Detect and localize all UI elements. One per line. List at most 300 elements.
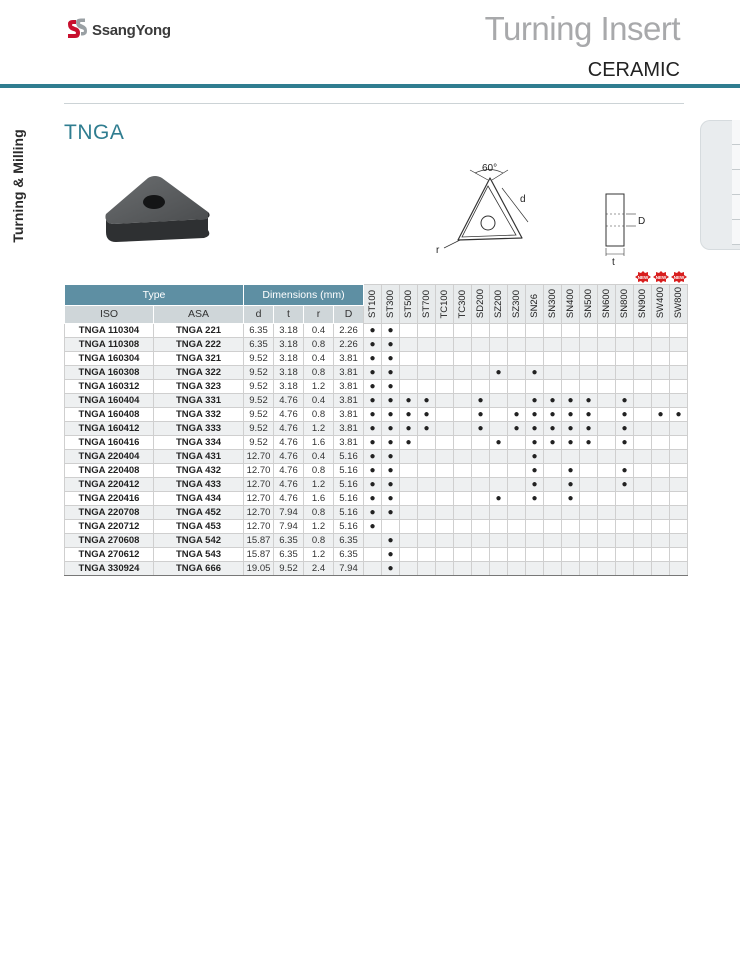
grade-cell <box>526 394 544 408</box>
grade-cell <box>472 562 490 576</box>
availability-dot-icon: ● <box>387 465 394 477</box>
availability-dot-icon: ● <box>675 409 682 421</box>
grade-cell <box>580 492 598 506</box>
grade-cell <box>598 394 616 408</box>
grade-cell <box>616 352 634 366</box>
dim-t-label: t <box>612 257 615 268</box>
cell-D: 3.81 <box>334 380 364 394</box>
grade-cell <box>652 366 670 380</box>
availability-dot-icon: ● <box>387 367 394 379</box>
grade-cell <box>382 562 400 576</box>
grade-cell <box>616 380 634 394</box>
col-header-asa: ASA <box>154 305 244 323</box>
grade-cell <box>526 534 544 548</box>
grade-cell <box>490 548 508 562</box>
grade-cell <box>670 534 688 548</box>
grade-cell <box>634 492 652 506</box>
new-badge-icon <box>653 271 669 283</box>
grade-cell <box>634 436 652 450</box>
grade-cell <box>598 436 616 450</box>
grade-cell <box>472 478 490 492</box>
grade-cell <box>364 324 382 338</box>
grade-cell <box>598 338 616 352</box>
cell-asa: TNGA 453 <box>154 520 244 534</box>
availability-dot-icon: ● <box>387 507 394 519</box>
page-subtitle: CERAMIC <box>587 59 680 81</box>
grade-cell <box>544 464 562 478</box>
grade-cell <box>472 506 490 520</box>
cell-asa: TNGA 332 <box>154 408 244 422</box>
table-row <box>65 408 688 422</box>
grade-header-new: NEW SW400 <box>652 285 670 324</box>
cell-t: 4.76 <box>274 394 304 408</box>
grade-cell <box>454 394 472 408</box>
cell-asa: TNGA 334 <box>154 436 244 450</box>
grade-cell <box>508 422 526 436</box>
grade-cell <box>418 352 436 366</box>
angle-label: 60° <box>482 163 498 174</box>
cell-iso: TNGA 160308 <box>65 366 154 380</box>
cell-t: 7.94 <box>274 520 304 534</box>
cell-d: 9.52 <box>244 408 274 422</box>
table-row <box>65 548 688 562</box>
grade-cell <box>400 352 418 366</box>
cell-asa: TNGA 322 <box>154 366 244 380</box>
cell-d: 9.52 <box>244 394 274 408</box>
grade-cell <box>400 422 418 436</box>
grade-cell <box>544 338 562 352</box>
grade-cell <box>382 436 400 450</box>
grade-cell <box>598 534 616 548</box>
cell-D: 3.81 <box>334 436 364 450</box>
cell-iso: TNGA 220712 <box>65 520 154 534</box>
cell-iso: TNGA 110304 <box>65 324 154 338</box>
availability-dot-icon: ● <box>567 465 574 477</box>
col-header-r: r <box>304 305 334 323</box>
insert-side-view-diagram <box>596 188 656 268</box>
grade-cell <box>634 422 652 436</box>
availability-dot-icon: ● <box>531 409 538 421</box>
table-row <box>65 324 688 338</box>
grade-cell <box>454 506 472 520</box>
grade-cell <box>580 464 598 478</box>
availability-dot-icon: ● <box>567 493 574 505</box>
grade-cell <box>562 562 580 576</box>
grade-cell <box>382 450 400 464</box>
grade-cell <box>616 408 634 422</box>
grade-cell <box>508 464 526 478</box>
grade-cell <box>634 534 652 548</box>
availability-dot-icon: ● <box>369 409 376 421</box>
grade-cell <box>580 506 598 520</box>
grade-cell <box>418 520 436 534</box>
table-row <box>65 464 688 478</box>
grade-cell <box>418 534 436 548</box>
cell-r: 1.2 <box>304 478 334 492</box>
grade-cell <box>652 492 670 506</box>
grade-cell <box>562 408 580 422</box>
grade-cell <box>652 520 670 534</box>
grade-cell <box>400 366 418 380</box>
availability-dot-icon: ● <box>423 395 430 407</box>
grade-cell <box>436 338 454 352</box>
availability-dot-icon: ● <box>387 325 394 337</box>
new-badge-icon <box>635 271 651 283</box>
grade-cell <box>544 436 562 450</box>
cell-D: 3.81 <box>334 394 364 408</box>
grade-cell <box>670 422 688 436</box>
availability-dot-icon: ● <box>549 423 556 435</box>
grade-cell <box>364 478 382 492</box>
cell-t: 7.94 <box>274 506 304 520</box>
cell-r: 0.4 <box>304 450 334 464</box>
cell-asa: TNGA 434 <box>154 492 244 506</box>
availability-dot-icon: ● <box>387 409 394 421</box>
insert-top-view-diagram <box>430 160 550 260</box>
cell-D: 5.16 <box>334 450 364 464</box>
availability-dot-icon: ● <box>495 493 502 505</box>
cell-d: 12.70 <box>244 478 274 492</box>
availability-dot-icon: ● <box>387 549 394 561</box>
cell-D: 2.26 <box>334 338 364 352</box>
cell-t: 3.18 <box>274 338 304 352</box>
cell-r: 1.2 <box>304 422 334 436</box>
grade-cell <box>562 338 580 352</box>
grade-header: SD200 <box>472 285 490 324</box>
availability-dot-icon: ● <box>387 339 394 351</box>
cell-asa: TNGA 221 <box>154 324 244 338</box>
grade-cell <box>472 534 490 548</box>
grade-cell <box>598 422 616 436</box>
availability-dot-icon: ● <box>369 521 376 533</box>
cell-t: 6.35 <box>274 534 304 548</box>
grade-cell <box>562 492 580 506</box>
availability-dot-icon: ● <box>495 437 502 449</box>
table-body <box>65 324 688 576</box>
grade-cell <box>598 366 616 380</box>
grade-cell <box>364 492 382 506</box>
cell-iso: TNGA 220416 <box>65 492 154 506</box>
grade-cell <box>382 492 400 506</box>
cell-r: 2.4 <box>304 562 334 576</box>
grade-cell <box>526 408 544 422</box>
grade-cell <box>418 366 436 380</box>
grade-cell <box>598 548 616 562</box>
grade-cell <box>400 478 418 492</box>
grade-cell <box>472 492 490 506</box>
cell-D: 2.26 <box>334 324 364 338</box>
grade-cell <box>436 548 454 562</box>
grade-cell <box>382 520 400 534</box>
grade-cell <box>598 506 616 520</box>
cell-d: 9.52 <box>244 436 274 450</box>
grade-cell <box>634 394 652 408</box>
cell-asa: TNGA 321 <box>154 352 244 366</box>
availability-dot-icon: ● <box>387 535 394 547</box>
grade-cell <box>418 436 436 450</box>
grade-cell <box>490 492 508 506</box>
grade-cell <box>490 464 508 478</box>
availability-dot-icon: ● <box>477 409 484 421</box>
grade-cell <box>490 352 508 366</box>
grade-cell <box>436 464 454 478</box>
grade-cell <box>418 450 436 464</box>
table-row <box>65 478 688 492</box>
cell-asa: TNGA 331 <box>154 394 244 408</box>
availability-dot-icon: ● <box>369 479 376 491</box>
grade-cell <box>364 450 382 464</box>
grade-cell <box>634 338 652 352</box>
cell-D: 7.94 <box>334 562 364 576</box>
grade-cell <box>544 394 562 408</box>
col-header-t: t <box>274 305 304 323</box>
cell-d: 19.05 <box>244 562 274 576</box>
grade-cell <box>508 548 526 562</box>
availability-dot-icon: ● <box>531 395 538 407</box>
grade-cell <box>562 506 580 520</box>
grade-cell <box>616 548 634 562</box>
availability-dot-icon: ● <box>405 437 412 449</box>
grade-cell <box>544 324 562 338</box>
availability-dot-icon: ● <box>513 409 520 421</box>
grade-cell <box>562 436 580 450</box>
col-header-D: D <box>334 305 364 323</box>
grade-cell <box>364 464 382 478</box>
cell-d: 9.52 <box>244 380 274 394</box>
grade-cell <box>544 506 562 520</box>
grade-cell <box>526 478 544 492</box>
grade-cell <box>508 492 526 506</box>
grade-cell <box>670 492 688 506</box>
grade-cell <box>544 534 562 548</box>
cell-r: 0.8 <box>304 506 334 520</box>
grade-cell <box>544 478 562 492</box>
grade-cell <box>652 464 670 478</box>
grade-cell <box>580 562 598 576</box>
cell-asa: TNGA 431 <box>154 450 244 464</box>
grade-cell <box>418 506 436 520</box>
grade-cell <box>418 548 436 562</box>
availability-dot-icon: ● <box>477 423 484 435</box>
grade-cell <box>562 478 580 492</box>
grade-cell <box>436 408 454 422</box>
grade-cell <box>634 562 652 576</box>
availability-dot-icon: ● <box>585 423 592 435</box>
availability-dot-icon: ● <box>369 465 376 477</box>
grade-cell <box>526 380 544 394</box>
cell-asa: TNGA 433 <box>154 478 244 492</box>
availability-dot-icon: ● <box>387 451 394 463</box>
grade-cell <box>670 548 688 562</box>
grade-cell <box>436 436 454 450</box>
grade-cell <box>616 520 634 534</box>
cell-t: 3.18 <box>274 366 304 380</box>
cell-r: 0.4 <box>304 394 334 408</box>
grade-cell <box>508 478 526 492</box>
cell-r: 0.8 <box>304 338 334 352</box>
cell-iso: TNGA 270612 <box>65 548 154 562</box>
grade-cell <box>598 408 616 422</box>
grade-cell <box>580 338 598 352</box>
cell-t: 4.76 <box>274 464 304 478</box>
grade-cell <box>508 380 526 394</box>
grade-cell <box>562 520 580 534</box>
grade-cell <box>544 422 562 436</box>
section-divider <box>64 103 684 104</box>
grade-cell <box>526 492 544 506</box>
grade-cell <box>454 408 472 422</box>
grade-cell <box>598 464 616 478</box>
grade-cell <box>472 520 490 534</box>
grade-cell <box>382 352 400 366</box>
cell-D: 3.81 <box>334 366 364 380</box>
availability-dot-icon: ● <box>567 409 574 421</box>
availability-dot-icon: ● <box>405 409 412 421</box>
availability-dot-icon: ● <box>531 451 538 463</box>
availability-dot-icon: ● <box>513 423 520 435</box>
cell-asa: TNGA 222 <box>154 338 244 352</box>
grade-cell <box>364 394 382 408</box>
cell-iso: TNGA 220408 <box>65 464 154 478</box>
grade-cell <box>454 436 472 450</box>
table-row <box>65 338 688 352</box>
grade-cell <box>598 478 616 492</box>
table-row <box>65 450 688 464</box>
availability-dot-icon: ● <box>369 381 376 393</box>
grade-cell <box>616 324 634 338</box>
grade-cell <box>508 394 526 408</box>
grade-cell <box>508 450 526 464</box>
grade-cell <box>580 548 598 562</box>
availability-dot-icon: ● <box>531 465 538 477</box>
grade-cell <box>544 352 562 366</box>
grade-cell <box>418 338 436 352</box>
grade-cell <box>652 338 670 352</box>
availability-dot-icon: ● <box>549 395 556 407</box>
cell-t: 4.76 <box>274 478 304 492</box>
grade-cell <box>616 562 634 576</box>
cell-D: 3.81 <box>334 408 364 422</box>
grade-cell <box>670 338 688 352</box>
grade-cell <box>544 380 562 394</box>
cell-t: 4.76 <box>274 422 304 436</box>
grade-cell <box>382 408 400 422</box>
grade-header-new: NEW SW800 <box>670 285 688 324</box>
grade-cell <box>382 338 400 352</box>
cell-iso: TNGA 160304 <box>65 352 154 366</box>
table-row <box>65 492 688 506</box>
grade-cell <box>490 534 508 548</box>
grade-cell <box>490 338 508 352</box>
grade-cell <box>652 548 670 562</box>
grade-cell <box>580 366 598 380</box>
grade-cell <box>616 394 634 408</box>
grade-cell <box>490 324 508 338</box>
grade-cell <box>562 534 580 548</box>
grade-cell <box>400 380 418 394</box>
availability-dot-icon: ● <box>387 381 394 393</box>
grade-cell <box>562 464 580 478</box>
grade-cell <box>436 478 454 492</box>
grade-cell <box>526 450 544 464</box>
cell-r: 0.4 <box>304 352 334 366</box>
brand-logo <box>64 18 171 42</box>
grade-cell <box>400 464 418 478</box>
grade-cell <box>598 352 616 366</box>
grade-cell <box>454 422 472 436</box>
section-title: TNGA <box>64 121 125 144</box>
grade-cell <box>364 506 382 520</box>
cell-D: 6.35 <box>334 534 364 548</box>
availability-dot-icon: ● <box>387 395 394 407</box>
availability-dot-icon: ● <box>621 423 628 435</box>
table-row <box>65 506 688 520</box>
table-row <box>65 352 688 366</box>
grade-cell <box>436 534 454 548</box>
grade-cell <box>418 492 436 506</box>
grade-cell <box>454 562 472 576</box>
cell-D: 3.81 <box>334 352 364 366</box>
grade-cell <box>652 478 670 492</box>
cell-r: 0.4 <box>304 324 334 338</box>
grade-cell <box>670 464 688 478</box>
grade-cell <box>382 548 400 562</box>
grade-cell <box>490 408 508 422</box>
availability-dot-icon: ● <box>369 493 376 505</box>
grade-cell <box>472 352 490 366</box>
grade-cell <box>454 380 472 394</box>
grade-cell <box>508 562 526 576</box>
grade-header: SN500 <box>580 285 598 324</box>
grade-header-new: NEW SN900 <box>634 285 652 324</box>
grade-cell <box>670 520 688 534</box>
grade-cell <box>490 562 508 576</box>
cell-d: 12.70 <box>244 492 274 506</box>
table-row <box>65 380 688 394</box>
grade-cell <box>454 464 472 478</box>
grade-cell <box>526 562 544 576</box>
availability-dot-icon: ● <box>567 437 574 449</box>
availability-dot-icon: ● <box>405 395 412 407</box>
cell-d: 6.35 <box>244 324 274 338</box>
grade-cell <box>436 380 454 394</box>
grade-cell <box>634 352 652 366</box>
grade-cell <box>562 366 580 380</box>
grade-cell <box>472 324 490 338</box>
grade-cell <box>454 534 472 548</box>
grade-cell <box>616 492 634 506</box>
cell-d: 9.52 <box>244 352 274 366</box>
cell-d: 15.87 <box>244 534 274 548</box>
grade-cell <box>652 534 670 548</box>
availability-dot-icon: ● <box>369 437 376 449</box>
grade-cell <box>634 324 652 338</box>
grade-cell <box>418 478 436 492</box>
cell-d: 12.70 <box>244 464 274 478</box>
grade-header: SN600 <box>598 285 616 324</box>
grade-cell <box>400 408 418 422</box>
cell-r: 1.2 <box>304 548 334 562</box>
col-header-d: d <box>244 305 274 323</box>
cell-asa: TNGA 333 <box>154 422 244 436</box>
cell-iso: TNGA 270608 <box>65 534 154 548</box>
availability-dot-icon: ● <box>495 367 502 379</box>
table-row <box>65 436 688 450</box>
grade-cell <box>400 394 418 408</box>
page-title: Turning Insert <box>484 10 680 47</box>
grade-cell <box>580 478 598 492</box>
grade-cell <box>472 408 490 422</box>
